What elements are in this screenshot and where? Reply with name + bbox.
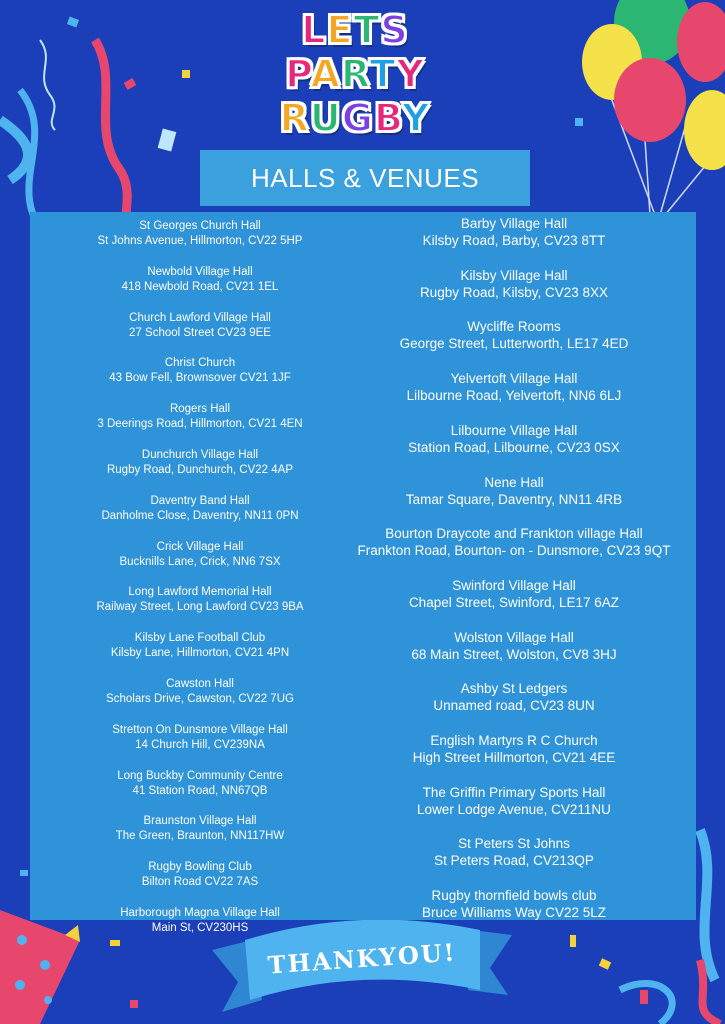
venue-address: 27 School Street CV23 9EE <box>129 326 271 339</box>
venue-item <box>348 267 680 301</box>
logo-letter: G <box>341 96 374 140</box>
venue-name: Cawston Hall <box>166 678 234 690</box>
venue-item <box>30 265 370 295</box>
logo-letter: S <box>380 8 409 52</box>
confetti <box>182 70 190 78</box>
venue-address: Bruce Williams Way CV22 5LZ <box>421 905 607 921</box>
venue-item <box>348 318 680 352</box>
venue-name: English Martyrs R C Church <box>430 733 598 748</box>
venue-address: Danholme Close, Daventry, NN11 0PN <box>101 509 299 522</box>
thankyou-banner: THANKYOU! <box>266 937 458 980</box>
venue-item <box>348 422 680 456</box>
venue-name: Kilsby Village Hall <box>460 267 568 283</box>
page-title <box>200 150 530 206</box>
venue-address: Lilbourne Road, Yelvertoft, NN6 6LJ <box>406 388 622 404</box>
venue-item <box>30 311 370 341</box>
logo-letter: B <box>373 96 402 140</box>
venue-address: High Street Hillmorton, CV21 4EE <box>412 750 616 765</box>
venue-address: Rugby Road, Dunchurch, CV22 4AP <box>106 464 294 476</box>
venue-name: Stretton On Dunsmore Village Hall <box>112 723 288 736</box>
venue-item <box>348 629 680 663</box>
venue-name: Harborough Magna Village Hall <box>120 907 280 919</box>
venue-item <box>348 887 680 921</box>
venue-address: Scholars Drive, Cawston, CV22 7UG <box>106 693 294 705</box>
confetti <box>20 870 28 876</box>
venue-address: Rugby Road, Kilsby, CV23 8XX <box>419 284 609 300</box>
venue-item <box>348 370 680 404</box>
venue-name: Nene Hall <box>484 474 544 490</box>
venue-name: Rugby Bowling Club <box>148 861 252 874</box>
venue-item <box>348 577 680 611</box>
venue-address: Station Road, Lilbourne, CV23 0SX <box>408 439 620 455</box>
venue-item <box>30 723 370 753</box>
venue-address: Railway Street, Long Lawford CV23 9BA <box>96 601 304 614</box>
logo-letter: R <box>340 52 370 96</box>
logo-letter: T <box>353 8 381 52</box>
venue-item <box>348 215 680 249</box>
confetti <box>575 118 583 126</box>
venue-item <box>30 860 370 890</box>
venue-item <box>348 680 680 714</box>
venue-name: Swinford Village Hall <box>452 577 576 593</box>
venue-name: Kilsby Lane Football Club <box>134 632 266 645</box>
venue-name: Church Lawford Village Hall <box>129 311 271 324</box>
venues-panel <box>30 212 696 934</box>
venue-name: The Griffin Primary Sports Hall <box>422 784 606 800</box>
confetti <box>640 990 648 1004</box>
logo-line-party <box>250 54 460 94</box>
venue-address: 43 Bow Fell, Brownsover CV21 1JF <box>109 372 291 385</box>
logo-line-rugby <box>250 98 460 138</box>
venue-item <box>348 835 680 869</box>
logo-letter: E <box>326 8 354 52</box>
venue-address: St Johns Avenue, Hillmorton, CV22 5HP <box>97 235 303 247</box>
venue-item <box>30 540 370 570</box>
venue-address: Kilsby Road, Barby, CV23 8TT <box>422 233 606 248</box>
venue-item <box>30 448 370 478</box>
confetti <box>130 1000 138 1008</box>
logo-letter: Y <box>401 96 431 140</box>
venue-name: Long Lawford Memorial Hall <box>128 586 272 599</box>
venue-name: Rugby thornfield bowls club <box>431 888 597 904</box>
venue-address: Main St, CV230HS <box>151 922 249 934</box>
venue-address: 14 Church Hill, CV239NA <box>135 738 265 751</box>
venue-item <box>30 631 370 661</box>
venue-name: Newbold Village Hall <box>147 265 253 278</box>
venue-address: The Green, Braunton, NN117HW <box>115 830 285 843</box>
venue-item <box>30 494 370 524</box>
logo-letter: P <box>285 52 311 96</box>
venue-address: Lower Lodge Avenue, CV211NU <box>417 801 611 817</box>
venue-name: Crick Village Hall <box>156 540 244 553</box>
venue-name: Wycliffe Rooms <box>467 319 561 335</box>
venue-item <box>348 784 680 818</box>
venue-item <box>30 219 370 249</box>
venue-item <box>30 677 370 707</box>
venue-address: Chapel Street, Swinford, LE17 6AZ <box>408 594 620 610</box>
venue-item <box>348 732 680 766</box>
logo-letter: Y <box>396 52 425 96</box>
logo-letter: A <box>310 52 341 96</box>
venue-address: Bilton Road CV22 7AS <box>141 876 259 889</box>
venue-name: Christ Church <box>164 357 236 370</box>
venue-item <box>30 585 370 615</box>
venue-name: Long Buckby Community Centre <box>117 769 283 782</box>
venue-item <box>30 356 370 386</box>
logo-letter: U <box>309 96 342 140</box>
venue-address: St Peters Road, CV213QP <box>434 853 594 869</box>
venue-item <box>30 814 370 844</box>
venue-address: Kilsby Lane, Hillmorton, CV21 4PN <box>110 647 290 660</box>
venue-item <box>348 525 680 559</box>
venue-address: Tamar Square, Daventry, NN11 4RB <box>405 491 623 507</box>
venue-name: St Peters St Johns <box>458 836 570 852</box>
lets-party-rugby-logo <box>250 8 460 143</box>
venue-name: Dunchurch Village Hall <box>141 449 259 461</box>
venue-name: Rogers Hall <box>169 403 231 416</box>
venue-name: Ashby St Ledgers <box>460 681 568 697</box>
page-title-text: HALLS & VENUES <box>250 162 480 193</box>
venue-name: Braunston Village Hall <box>143 815 257 828</box>
venue-item <box>30 906 370 936</box>
venue-name: Wolston Village Hall <box>454 629 574 645</box>
venue-address: 3 Deerings Road, Hillmorton, CV21 4EN <box>97 418 303 431</box>
venue-address: Frankton Road, Bourton- on - Dunsmore, CV23 9QT <box>357 543 671 559</box>
venue-address: 41 Station Road, NN67QB <box>132 784 268 797</box>
logo-line-lets <box>250 10 460 50</box>
venue-item <box>30 402 370 432</box>
venue-address: 418 Newbold Road, CV21 1EL <box>121 280 279 293</box>
venue-name: Daventry Band Hall <box>150 494 250 507</box>
venue-address: Bucknills Lane, Crick, NN6 7SX <box>119 555 281 568</box>
venue-address: Unnamed road, CV23 8UN <box>433 698 595 714</box>
confetti <box>110 940 120 946</box>
venue-name: Barby Village Hall <box>460 216 568 231</box>
venue-name: St Georges Church Hall <box>139 220 261 232</box>
logo-letter: T <box>369 52 397 96</box>
venue-name: Bourton Draycote and Frankton village Hall <box>385 526 643 542</box>
venue-address: George Street, Lutterworth, LE17 4ED <box>399 336 629 352</box>
venue-item <box>30 769 370 799</box>
confetti <box>570 935 576 947</box>
venue-name: Lilbourne Village Hall <box>450 422 578 438</box>
venue-name: Yelvertoft Village Hall <box>450 371 578 387</box>
logo-letter: L <box>301 8 327 52</box>
logo-letter: R <box>279 96 310 140</box>
venue-item <box>348 474 680 508</box>
venue-address: 68 Main Street, Wolston, CV8 3HJ <box>411 646 617 662</box>
